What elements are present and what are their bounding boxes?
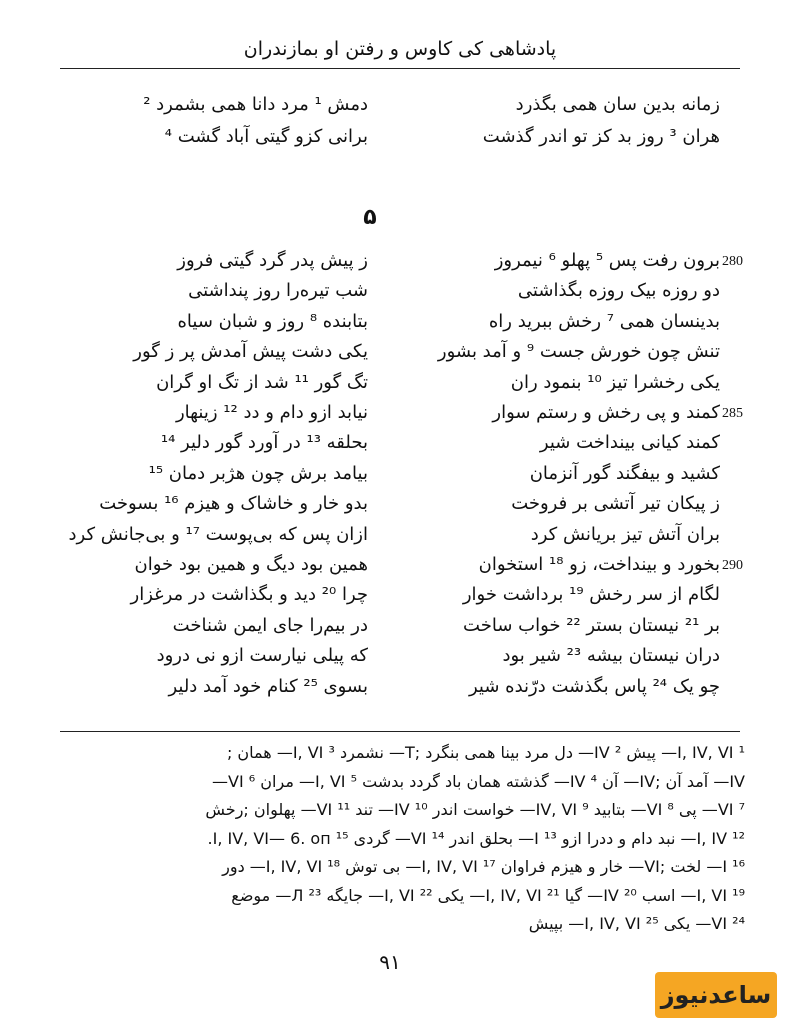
verse-left-hemistich: همین بود دیگ و همین بود خوان xyxy=(134,554,368,575)
footnote-line: ⁷ VI— پی ⁸ VI— بتابید ⁹ IV, VI— خواست اندر ¹⁰ IV— تند ¹¹ VI— پهلوان ;رخش xyxy=(205,800,745,819)
verse-left-hemistich: تگ گور ¹¹ شد از تگ او گران xyxy=(156,371,368,393)
verse-left-hemistich: شب تیره‌را روز پنداشتی xyxy=(188,280,368,302)
verse-right-hemistich: چو یک ²⁴ پاس بگذشت درّنده شیر xyxy=(469,675,720,697)
verse-right-hemistich: لگام از سر رخش ¹⁹ برداشت خوار xyxy=(462,584,720,606)
verse-left-hemistich: چرا ²⁰ دید و بگذاشت در مرغزار xyxy=(130,584,368,606)
verse-left-hemistich: نیابد ازو دام و دد ¹² زینهار xyxy=(175,402,368,423)
footnote-line: ²⁴ VI— یکی ²⁵ I, IV, VI— بپیش xyxy=(528,914,745,933)
footnote-line: ¹² I, IV— نبد دام و ددرا ازو ¹³ I— بحلق اندر ¹⁴ VI— گردی ¹⁵ I, IV, VI— 6. оп. xyxy=(207,828,745,848)
verse-left-hemistich: بسوی ²⁵ کنام خود آمد دلیر xyxy=(168,675,368,697)
verse-right-hemistich: بدینسان همی ⁷ رخش ببرید راه xyxy=(488,310,720,332)
verse-left-hemistich: ازان پس که بی‌پوست ¹⁷ و بی‌جانش کرد xyxy=(68,523,368,545)
verse-right-hemistich: ز پیکان تیر آتشی بر فروخت xyxy=(511,493,720,515)
verse-line-number: 290 xyxy=(722,558,743,573)
footnote-rule xyxy=(60,731,740,732)
verse-line-number: 280 xyxy=(722,254,743,269)
top-verse-2-left: برانی کزو گیتی آباد گشت ⁴ xyxy=(164,126,368,147)
footnote-line: ¹ I, IV, VI— پیش ² IV— دل مرد بینا همی بنگرد ;T— نشمرد ³ I, VI— همان ; xyxy=(226,743,745,762)
verse-right-hemistich: کمند و پی رخش و رستم سوار xyxy=(492,402,720,423)
footnote-line: ¹⁶ I— لخت ;VI— خار و هیزم فراوان ¹⁷ I, IV, VI— بی توش ¹⁸ I, IV, VI— دور xyxy=(222,857,745,876)
verse-left-hemistich: یکی دشت پیش آمدش پر ز گور xyxy=(133,341,368,363)
verse-right-hemistich: برون رفت پس ⁵ پهلو ⁶ نیمروز xyxy=(494,250,720,271)
section-number: ۵ xyxy=(363,205,377,230)
verse-right-hemistich: دو روزه بیک روزه بگذاشتی xyxy=(517,280,720,302)
footnote-line: IV— آمد آن ;IV— آن ⁴ IV— گذشته همان باد گردد بدشت ⁵ I, VI— مران ⁶ VI— xyxy=(212,771,745,791)
verse-right-hemistich: کمند کیانی بینداخت شیر xyxy=(539,432,720,454)
top-verse-1-left: دمش ¹ مرد دانا همی بشمرد ² xyxy=(143,94,368,115)
verse-left-hemistich: ز پیش پدر گرد گیتی فروز xyxy=(177,250,368,271)
verse-right-hemistich: بر ²¹ نیستان بستر ²² خواب ساخت xyxy=(463,614,720,636)
verse-left-hemistich: بحلقه ¹³ در آورد گور دلیر ¹⁴ xyxy=(160,432,368,454)
verse-left-hemistich: بیامد برش چون هژبر دمان ¹⁵ xyxy=(148,462,368,484)
verse-right-hemistich: یکی رخشرا تیز ¹⁰ بنمود ران xyxy=(510,371,720,393)
verse-left-hemistich: بدو خار و خاشاک و هیزم ¹⁶ بسوخت xyxy=(99,493,368,515)
verse-left-hemistich: در بیم‌را جای ایمن شناخت xyxy=(172,614,368,636)
verse-left-hemistich: که پیلی نیارست ازو نی درود xyxy=(156,645,368,667)
page-number: ۹۱ xyxy=(379,950,401,974)
verse-right-hemistich: بخورد و بینداخت، زو ¹⁸ استخوان xyxy=(478,554,720,575)
verse-line-number: 285 xyxy=(722,406,743,421)
top-verse-2-right: هران ³ روز بد کز تو اندر گذشت xyxy=(482,126,720,147)
watermark-logo: ساعدنیوز xyxy=(655,972,777,1018)
verse-right-hemistich: بران آتش تیز بریانش کرد xyxy=(530,523,720,545)
verse-left-hemistich: بتابنده ⁸ روز و شبان سیاه xyxy=(177,310,368,332)
top-verse-1-right: زمانه بدین سان همی بگذرد xyxy=(515,94,720,115)
header-rule xyxy=(60,68,740,69)
verse-right-hemistich: دران نیستان بیشه ²³ شیر بود xyxy=(502,645,720,667)
verse-right-hemistich: تنش چون خورش جست ⁹ و آمد بشور xyxy=(437,341,720,363)
verse-right-hemistich: کشید و بیفگند گور آنزمان xyxy=(529,462,720,484)
page-header-title: پادشاهی کی کاوس و رفتن او بمازندران xyxy=(243,38,557,60)
footnote-line: ¹⁹ I, VI— اسب ²⁰ IV— گیا ²¹ I, IV, VI— یکی ²² I, VI— جایگه ²³ Л— موضع xyxy=(231,885,745,905)
